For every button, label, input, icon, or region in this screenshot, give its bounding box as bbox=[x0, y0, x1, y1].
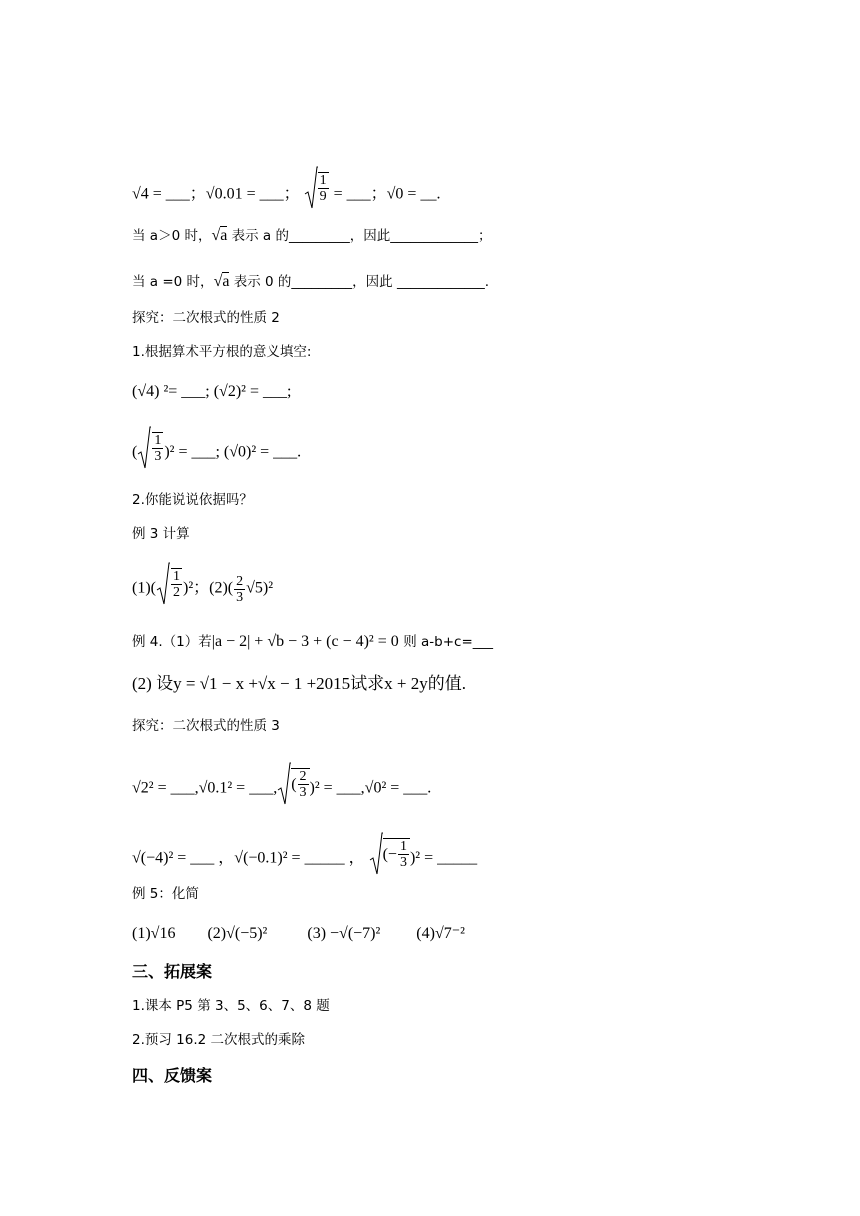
equation-a: (√4) ²= ___; (√2)² = ___; bbox=[132, 383, 292, 400]
sqrt-fraction-1-2 bbox=[156, 562, 183, 612]
extension-item-2: 2.预习 16.2 二次根式的乘除 bbox=[132, 1032, 306, 1048]
blank-meaning[interactable]: _________ bbox=[291, 274, 353, 290]
sqrt-fraction-1-9 bbox=[304, 166, 330, 216]
blank-therefore[interactable]: _____________ bbox=[396, 274, 485, 290]
section-title-property-3: 探究：二次根式的性质 3 bbox=[132, 718, 280, 734]
fraction: $\frac{1}{3}$ bbox=[154, 433, 162, 464]
radical-icon bbox=[156, 562, 170, 606]
equation-b: ( $\frac{1}{3}$ )² = ___; (√0)² = ___. bbox=[132, 428, 301, 478]
equation-c: √2² = ___,√0.1² = ___, ( $\frac{2}{3}$ )² = ___,√0² = ___. bbox=[132, 764, 431, 814]
section-heading-4: 四、反馈案 bbox=[132, 1066, 213, 1085]
example-4-part-1: 例 4.（1）若|a − 2| + √b − 3 + (c − 4)² = 0 则 a-b+c=___ bbox=[132, 633, 494, 650]
sqrt-neg-fraction-1-3: (− $\frac{1}{3}$ bbox=[369, 832, 410, 882]
item-2: 2.你能说说依据吗？ bbox=[132, 492, 253, 508]
blank-therefore[interactable]: _____________ bbox=[390, 228, 478, 244]
radical-icon bbox=[137, 426, 151, 470]
fraction: $\frac{1}{3}$ bbox=[399, 839, 407, 870]
fraction: $\frac{1}{2}$ bbox=[172, 569, 180, 600]
equation-line-1 bbox=[132, 170, 440, 220]
example-3-expression: (1)( $\frac{1}{2}$ )²；(2)( $\frac{2}{3}$ √5)² bbox=[132, 564, 273, 614]
sqrt-values-text: √4 = ___；√0.01 = ___； bbox=[132, 185, 300, 203]
section-title-property-2: 探究：二次根式的性质 2 bbox=[132, 310, 280, 326]
sqrt-fraction-2-3: ( $\frac{2}{3}$ bbox=[277, 762, 309, 812]
sentence-a-zero: 当 a =0 时，√a 表示 0 的_________，因此 _____________. bbox=[132, 273, 490, 290]
extension-item-1: 1.课本 P5 第 3、5、6、7、8 题 bbox=[132, 998, 330, 1014]
sqrt-values-tail: = ___；√0 = __. bbox=[333, 185, 441, 203]
fraction: $\frac{2}{3}$ bbox=[299, 769, 307, 800]
example-4-part-2: (2) 设y = √1 − x +√x − 1 +2015试求x + 2y的值. bbox=[132, 674, 467, 693]
radical-icon bbox=[277, 762, 291, 806]
example-5-expressions: (1)√16 (2)√(−5)² (3) −√(−7)² (4)√7⁻² bbox=[132, 925, 465, 942]
fraction-2-3: $\frac{2}{3}$ bbox=[236, 573, 244, 605]
equation-d: √(−4)² = ___ ，√(−0.1)² = _____ ， (− $\frac{1}{3}$ )² = _____ bbox=[132, 834, 477, 884]
blank-meaning[interactable]: _________ bbox=[289, 228, 350, 244]
example-5-title: 例 5：化简 bbox=[132, 886, 199, 902]
radical-icon bbox=[304, 166, 318, 210]
item-1: 1.根据算术平方根的意义填空: bbox=[132, 344, 312, 360]
sentence-a-positive: 当 a＞0 时，√a 表示 a 的_________，因此_____________； bbox=[132, 227, 492, 244]
section-heading-3: 三、拓展案 bbox=[132, 962, 213, 981]
sqrt-fraction-1-3 bbox=[137, 426, 164, 476]
sqrt-a: √a bbox=[211, 227, 228, 244]
fraction: $\frac{1}{9}$ bbox=[319, 173, 327, 204]
radical-icon bbox=[369, 832, 383, 876]
example-3-title: 例 3 计算 bbox=[132, 526, 190, 542]
sqrt-a: √a bbox=[213, 273, 230, 290]
